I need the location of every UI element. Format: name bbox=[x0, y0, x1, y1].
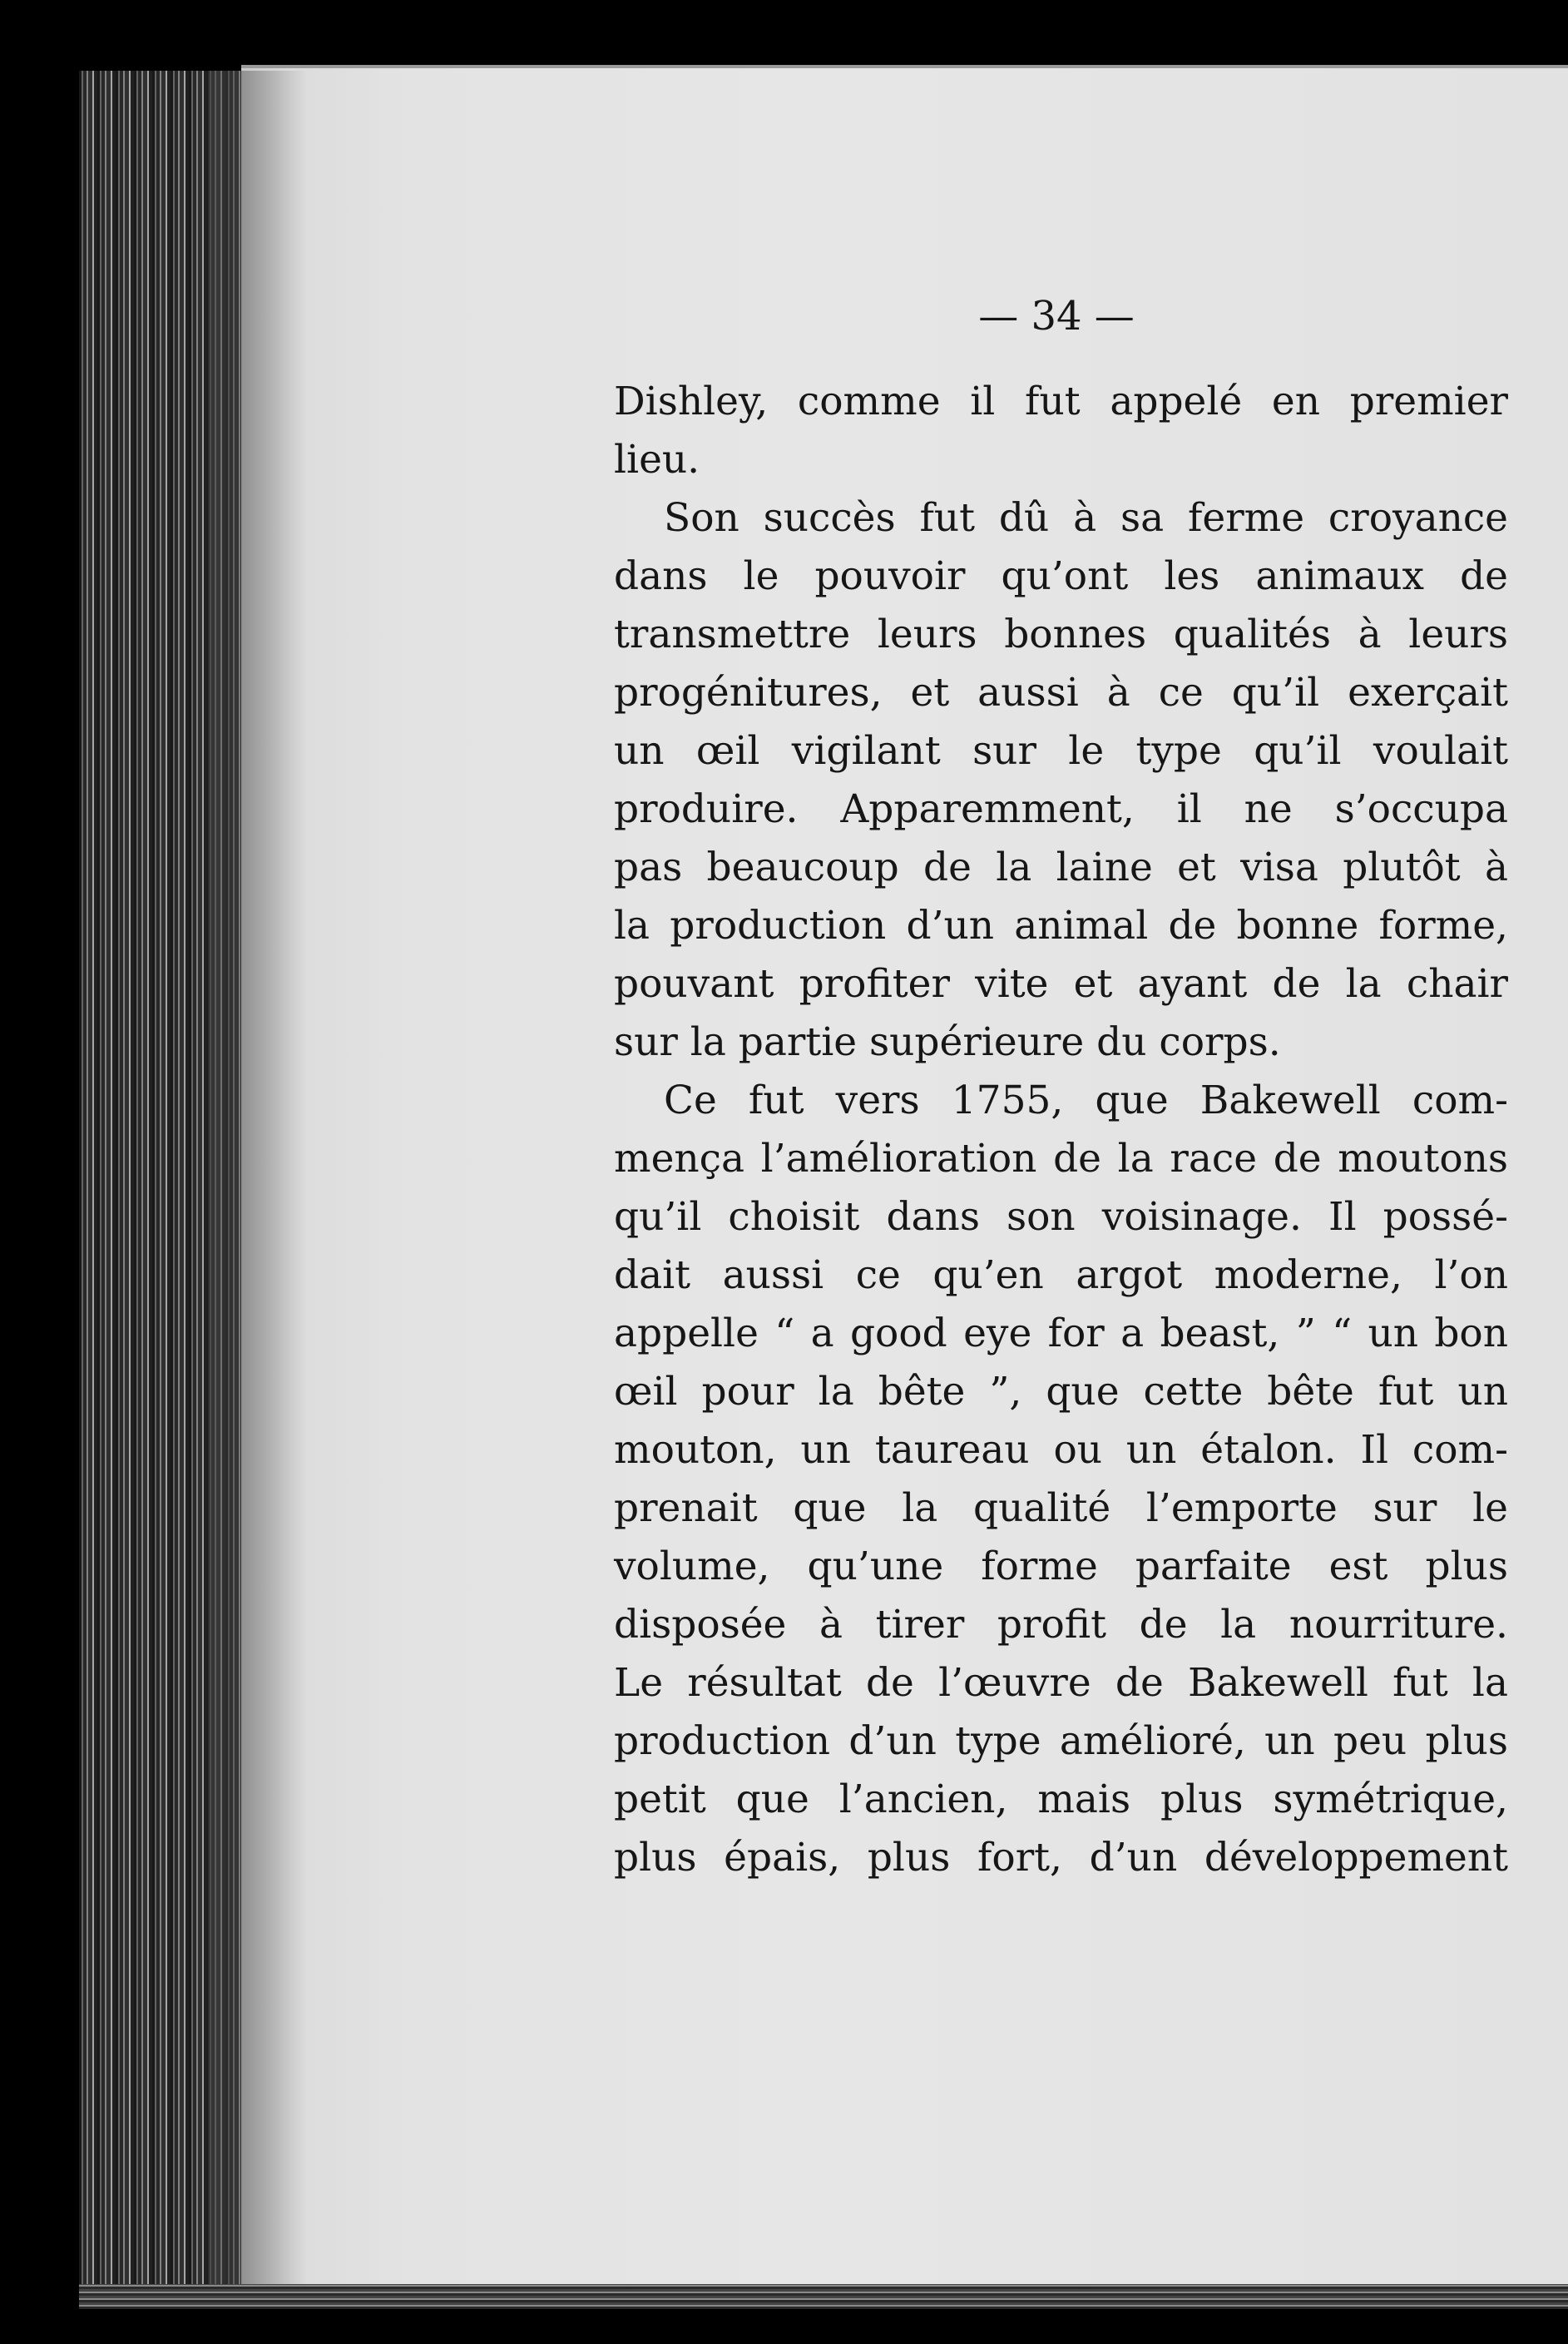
text-line: la production d’un animal de bonne forme, bbox=[614, 903, 1508, 949]
page-number: — 34 — bbox=[978, 293, 1135, 339]
text-line: Son succès fut dû à sa ferme croyance bbox=[664, 495, 1508, 541]
text-line: petit que l’ancien, mais plus symétrique, bbox=[614, 1777, 1508, 1822]
text-line: transmettre leurs bonnes qualités à leurs bbox=[614, 612, 1508, 657]
book-bottom-edge bbox=[79, 2284, 1568, 2309]
text-line: Dishley, comme il fut appelé en premier bbox=[614, 379, 1508, 424]
text-line: Le résultat de l’œuvre de Bakewell fut la bbox=[614, 1660, 1508, 1706]
text-line: progénitures, et aussi à ce qu’il exerçait bbox=[614, 670, 1508, 716]
text-line: mença l’amélioration de la race de moutons bbox=[614, 1136, 1508, 1182]
text-line: pouvant profiter vite et ayant de la chair bbox=[614, 961, 1508, 1007]
text-line: produire. Apparemment, il ne s’occupa bbox=[614, 786, 1508, 832]
text-line: pas beaucoup de la laine et visa plutôt à bbox=[614, 845, 1508, 890]
text-line: plus épais, plus fort, d’un développement bbox=[614, 1835, 1508, 1881]
text-line: volume, qu’une forme parfaite est plus bbox=[614, 1544, 1508, 1589]
text-line: sur la partie supérieure du corps. bbox=[614, 1019, 1281, 1065]
text-line: lieu. bbox=[614, 437, 700, 483]
text-line: appelle “ a good eye for a beast, ” “ un bon bbox=[614, 1311, 1508, 1356]
text-line: œil pour la bête ”, que cette bête fut un bbox=[614, 1369, 1508, 1415]
text-line: dans le pouvoir qu’ont les animaux de bbox=[614, 553, 1508, 599]
text-lines bbox=[614, 373, 1508, 1887]
text-line: mouton, un taureau ou un étalon. Il com- bbox=[614, 1427, 1508, 1473]
text-line: Ce fut vers 1755, que Bakewell com- bbox=[664, 1078, 1508, 1123]
text-line: prenait que la qualité l’emporte sur le bbox=[614, 1485, 1508, 1531]
text-line: dait aussi ce qu’en argot moderne, l’on bbox=[614, 1252, 1508, 1298]
text-line: un œil vigilant sur le type qu’il voulait bbox=[614, 728, 1508, 774]
text-line: qu’il choisit dans son voisinage. Il possé- bbox=[614, 1194, 1508, 1240]
text-line: disposée à tirer profit de la nourriture. bbox=[614, 1602, 1508, 1648]
gutter-shadow bbox=[208, 71, 308, 2309]
text-line: production d’un type amélioré, un peu plus bbox=[614, 1718, 1508, 1764]
